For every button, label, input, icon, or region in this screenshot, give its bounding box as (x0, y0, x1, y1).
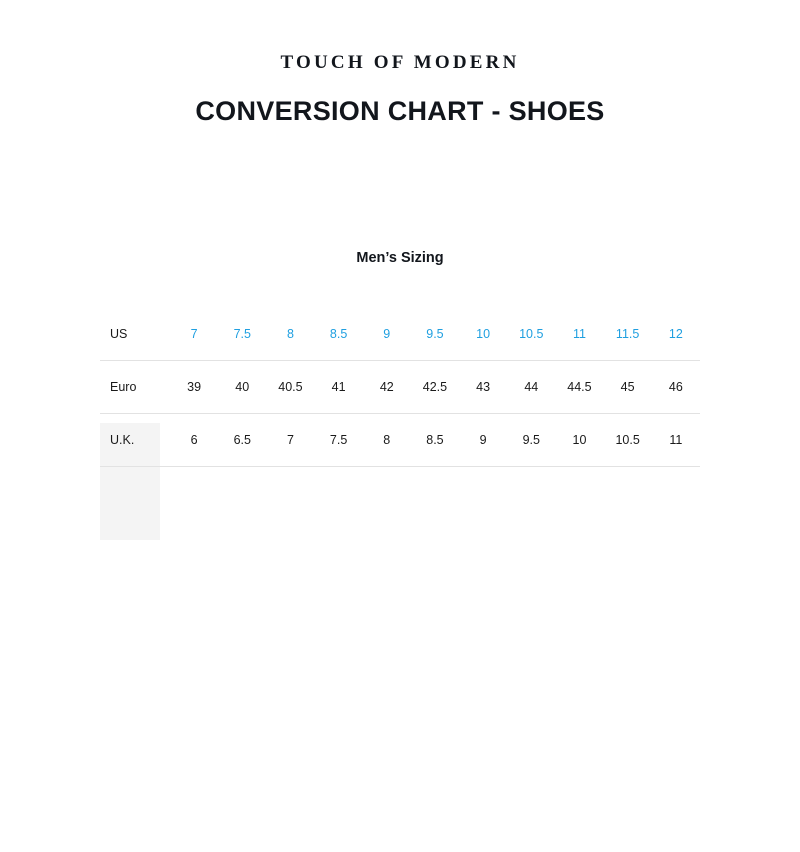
cell-uk-7: 9.5 (507, 414, 555, 467)
cell-us-9: 11.5 (604, 308, 652, 361)
page-title: CONVERSION CHART - SHOES (195, 96, 605, 126)
cell-uk-4: 8 (363, 414, 411, 467)
cell-euro-2: 40.5 (266, 361, 314, 414)
cell-us-5: 9.5 (411, 308, 459, 361)
cell-uk-5: 8.5 (411, 414, 459, 467)
cell-euro-5: 42.5 (411, 361, 459, 414)
row-label-uk: U.K. (100, 414, 170, 467)
table-row-us (100, 308, 700, 361)
cell-euro-3: 41 (315, 361, 363, 414)
cell-euro-4: 42 (363, 361, 411, 414)
cell-us-8: 11 (555, 308, 603, 361)
cell-euro-8: 44.5 (555, 361, 603, 414)
cell-us-1: 7.5 (218, 308, 266, 361)
cell-us-7: 10.5 (507, 308, 555, 361)
brand-logo: TOUCH OF MODERN (280, 52, 520, 73)
cell-uk-8: 10 (555, 414, 603, 467)
size-conversion-table (100, 308, 700, 467)
size-conversion-table-wrapper (100, 308, 700, 467)
cell-uk-2: 7 (266, 414, 314, 467)
row-label-euro: Euro (100, 361, 170, 414)
cell-uk-0: 6 (170, 414, 218, 467)
cell-euro-9: 45 (604, 361, 652, 414)
cell-euro-6: 43 (459, 361, 507, 414)
cell-uk-9: 10.5 (604, 414, 652, 467)
table-row-euro (100, 361, 700, 414)
cell-euro-1: 40 (218, 361, 266, 414)
cell-us-0: 7 (170, 308, 218, 361)
cell-us-10: 12 (652, 308, 700, 361)
conversion-chart-page (0, 52, 800, 852)
cell-uk-6: 9 (459, 414, 507, 467)
cell-us-3: 8.5 (315, 308, 363, 361)
cell-us-2: 8 (266, 308, 314, 361)
cell-euro-7: 44 (507, 361, 555, 414)
cell-euro-0: 39 (170, 361, 218, 414)
cell-uk-1: 6.5 (218, 414, 266, 467)
cell-uk-10: 11 (652, 414, 700, 467)
cell-uk-3: 7.5 (315, 414, 363, 467)
cell-us-6: 10 (459, 308, 507, 361)
cell-us-4: 9 (363, 308, 411, 361)
cell-euro-10: 46 (652, 361, 700, 414)
row-label-us: US (100, 308, 170, 361)
section-title: Men’s Sizing (356, 250, 444, 266)
table-row-uk (100, 414, 700, 467)
